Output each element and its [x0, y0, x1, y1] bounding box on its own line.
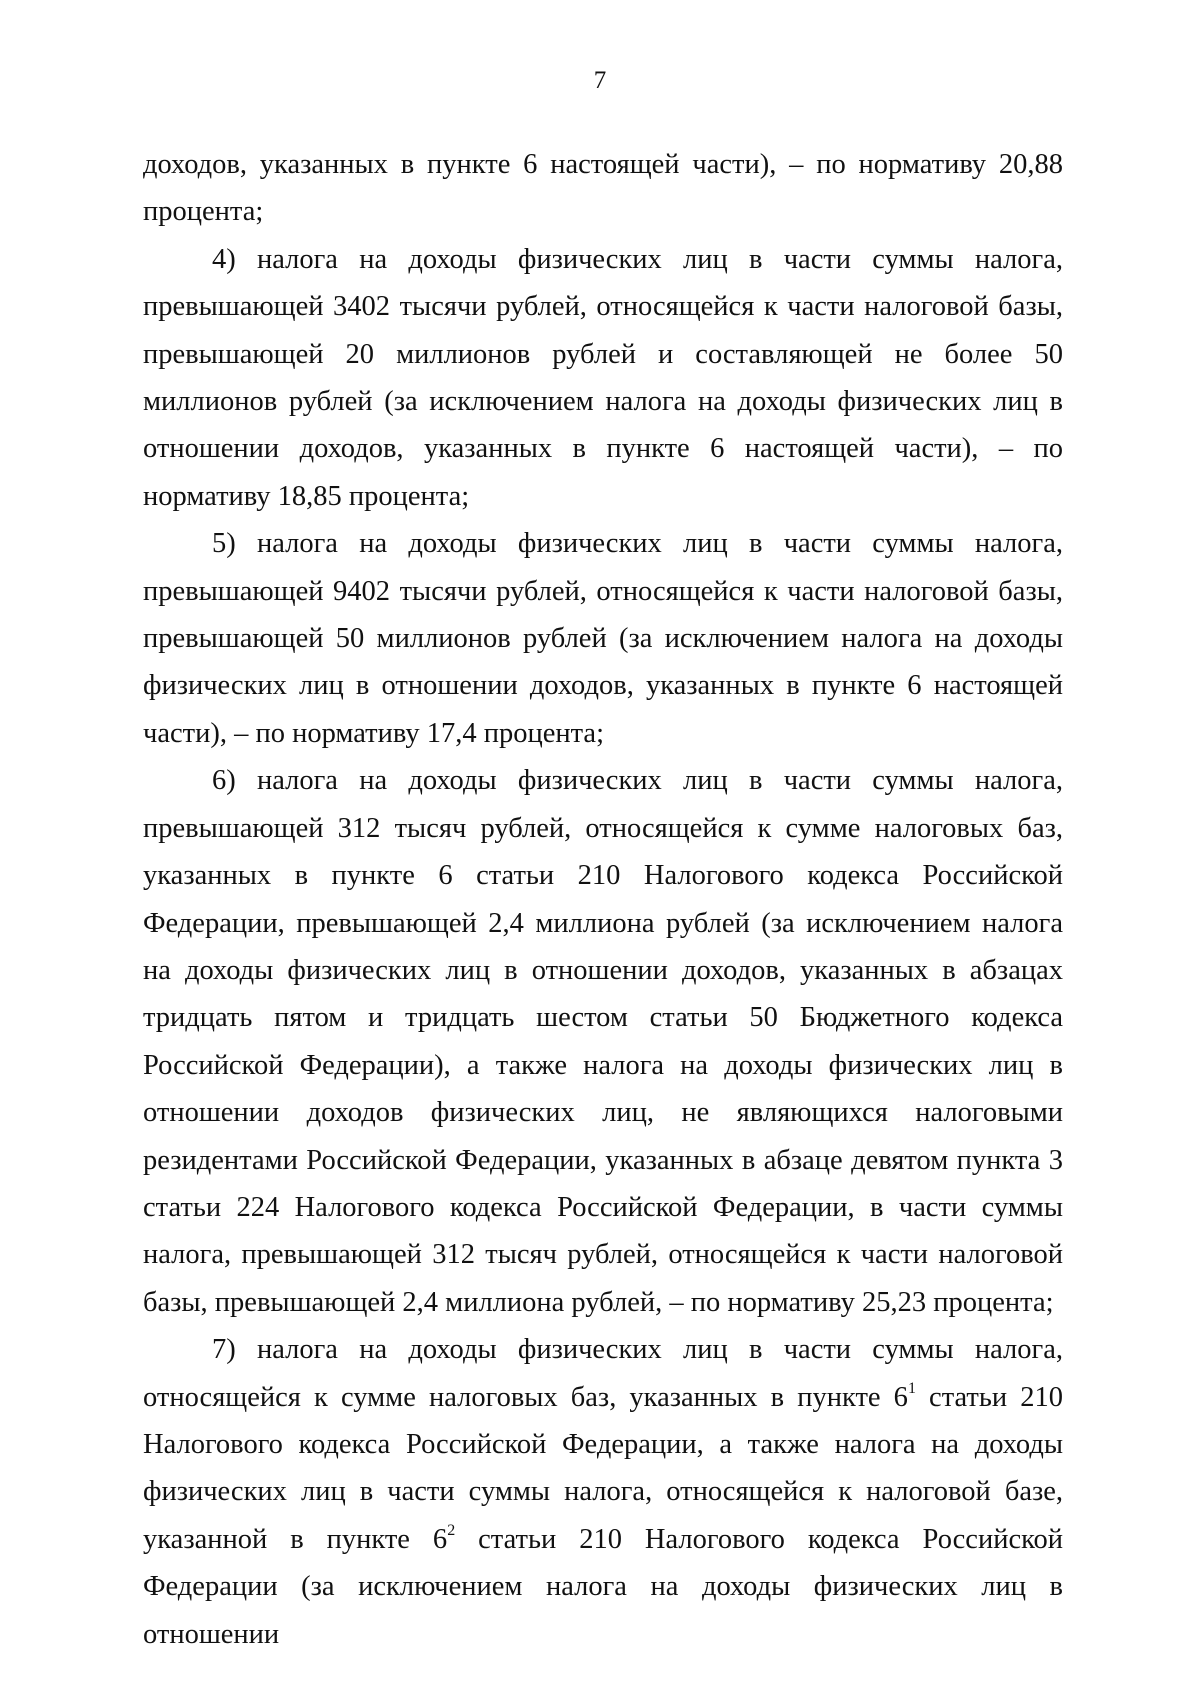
page-number: 7 — [593, 67, 607, 94]
paragraph-item-7-part-1: 7) налога на доходы физических лиц в части суммы налога, относящейся к сумме налоговых баз, указанных в пункте 6 — [143, 1334, 1063, 1413]
paragraph-item-5: 5) налога на доходы физических лиц в части суммы налога, превышающей 9402 тысячи рублей, относящейся к части налоговой базы, превышающей 50 миллионов рублей (за исключением налога на доходы физических лиц в отношении доходов, указанных в пункте 6 настоящей части), – по нормативу 17,4 процента; — [143, 528, 1063, 749]
paragraph-continuation: доходов, указанных в пункте 6 настоящей части), – по нормативу 20,88 процента; — [143, 149, 1063, 228]
paragraph-item-6: 6) налога на доходы физических лиц в части суммы налога, превышающей 312 тысяч рублей, относящейся к сумме налоговых баз, указанных в пункте 6 статьи 210 Налогового кодекса Российской Федерации, превышающей 2,4 миллиона рублей (за исключением налога на доходы физических лиц в отношении доходов, указанных в абзацах тридцать пятом и тридцать шестом статьи 50 Бюджетного кодекса Российской Федерации), а также налога на доходы физических лиц в отношении доходов физических лиц, не являющихся налоговыми резидентами Российской Федерации, указанных в абзаце девятом пункта 3 статьи 224 Налогового кодекса Российской Федерации, в части суммы налога, превышающей 312 тысяч рублей, относящейся к части налоговой базы, превышающей 2,4 миллиона рублей, – по нормативу 25,23 процента; — [143, 765, 1063, 1318]
paragraph-item-7-part-3: статьи 210 Налогового кодекса Российской Федерации (за исключением налога на доходы физических лиц в отношении — [143, 1523, 1064, 1650]
paragraph-item-7 — [143, 1326, 1063, 1658]
superscript-1: 1 — [907, 1380, 916, 1398]
paragraph-item-4: 4) налога на доходы физических лиц в части суммы налога, превышающей 3402 тысячи рублей, относящейся к части налоговой базы, превышающей 20 миллионов рублей и составляющей не более 50 миллионов рублей (за исключением налога на доходы физических лиц в отношении доходов, указанных в пункте 6 настоящей части), – по нормативу 18,85 процента; — [143, 243, 1063, 512]
paragraph-item-7-part-2: статьи 210 Налогового кодекса Российской Федерации, а также налога на доходы физических лиц в части суммы налога, относящейся к налоговой базе, указанной в пункте 6 — [143, 1381, 1063, 1555]
document-body — [143, 141, 1063, 1658]
superscript-2: 2 — [447, 1522, 456, 1540]
